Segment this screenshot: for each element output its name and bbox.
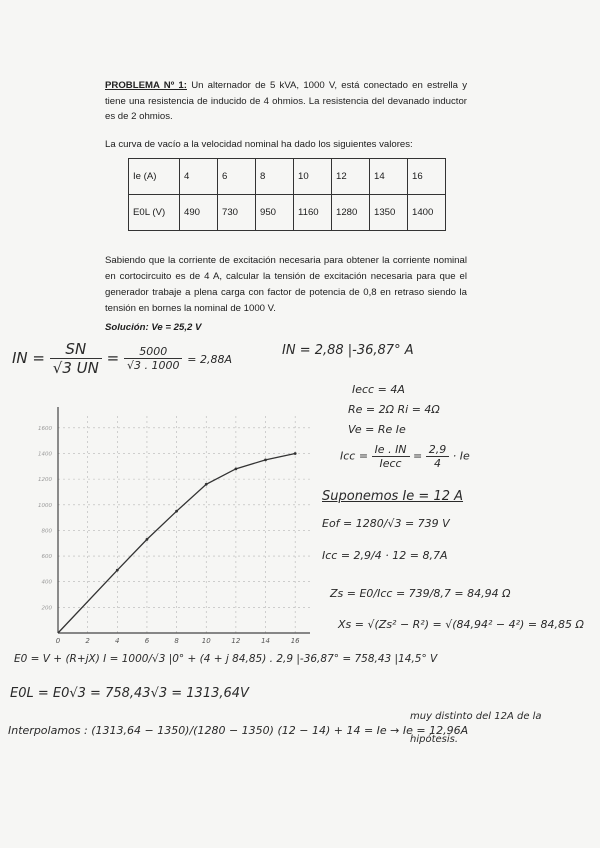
data-point — [264, 458, 267, 461]
synchronous-impedance: Zs = E0/Icc = 739/8,7 = 84,94 Ω — [330, 587, 511, 600]
icc-end: · Ie — [452, 449, 470, 463]
data-point — [146, 538, 149, 541]
phase-emf-equation: E0 = V + (R+jX) I = 1000/√3 |0° + (4 + j 84,85) . 2,9 |-36,87° = 758,43 |14,5° V — [14, 653, 438, 665]
interpolation: Interpolamos : (1313,64 − 1350)/(1280 − 1350) (12 − 14) + 14 = Ie → Ie = 12,96A — [8, 724, 469, 737]
x-tick-label: 16 — [290, 637, 300, 645]
x-tick-label: 12 — [231, 637, 241, 645]
y-tick-label: 600 — [41, 554, 52, 561]
x-tick-label: 6 — [144, 637, 150, 645]
e0f-value: Eof = 1280/√3 = 739 V — [322, 517, 450, 530]
numerator: 5000 — [124, 345, 183, 359]
table-cell: 10 — [294, 159, 332, 195]
x-tick-label: 0 — [55, 637, 61, 645]
y-tick-label: 1000 — [38, 502, 52, 509]
table-cell: 950 — [256, 195, 294, 231]
data-point — [294, 452, 297, 455]
values-table — [128, 158, 446, 231]
table-cell: 1350 — [370, 195, 408, 231]
nominal-current-formula — [12, 340, 232, 377]
line-emf-equation: E0L = E0√3 = 758,43√3 = 1313,64V — [10, 686, 249, 701]
note-line-2: hipótesis. — [410, 734, 459, 745]
equals-sign: = — [106, 349, 120, 367]
table-cell: 16 — [408, 159, 446, 195]
table-cell: 12 — [332, 159, 370, 195]
assumption: Suponemos Ie = 12 A — [322, 489, 464, 504]
no-load-curve-chart — [20, 405, 320, 645]
table-cell: Ie (A) — [129, 159, 180, 195]
table-row — [129, 159, 446, 195]
in-result: = 2,88A — [187, 353, 232, 366]
icc-value: Icc = 2,9/4 · 12 = 8,7A — [322, 549, 448, 562]
solution-line: Solución: Ve = 25,2 V — [105, 322, 202, 333]
nominal-current-phasor: IN = 2,88 |-36,87° A — [282, 343, 414, 358]
short-circuit-current-formula — [340, 443, 470, 470]
table-cell: 1160 — [294, 195, 332, 231]
problem-title: PROBLEMA Nº 1: — [105, 80, 187, 91]
y-tick-label: 800 — [41, 528, 52, 535]
note-line-1: muy distinto del 12A de la — [410, 711, 542, 722]
denominator: √3 . 1000 — [126, 359, 180, 372]
chart-grid — [58, 415, 310, 633]
table-cell: 1400 — [408, 195, 446, 231]
chart-axes — [58, 407, 310, 633]
icc-lhs: Icc = — [340, 449, 369, 463]
problem-intro: Un alternador de 5 kVA, 1000 V, está conectado en estrella y tiene una resistencia de inducido de 4 ohmios. La resistencia del devanado inductor es de 2 ohmios. — [105, 80, 467, 122]
y-tick-label: 200 — [41, 605, 52, 612]
data-point — [116, 569, 119, 572]
table-cell: 1280 — [332, 195, 370, 231]
x-tick-label: 2 — [85, 637, 90, 645]
in-lhs: IN = — [12, 349, 45, 367]
table-cell: E0L (V) — [129, 195, 180, 231]
fraction — [426, 443, 450, 470]
data-point — [175, 510, 178, 513]
table-cell: 490 — [180, 195, 218, 231]
y-tick-label: 1600 — [38, 425, 52, 432]
y-tick-label: 400 — [41, 579, 52, 586]
x-tick-label: 8 — [174, 637, 179, 645]
problem-question: Sabiendo que la corriente de excitación necesaria para obtener la corriente nominal en cortocircuito es de 4 A, calcular la tensión de excitación necesaria para que el generador trabaje a plena carga con factor de potencia de 0,8 en retraso siendo la tensión en bornes la nominal de 1000 V. — [105, 255, 467, 314]
numerator: SN — [50, 340, 102, 359]
excitation-voltage-formula: Ve = Re Ie — [348, 423, 406, 436]
table-cell: 4 — [180, 159, 218, 195]
resistances: Re = 2Ω Ri = 4Ω — [348, 403, 440, 416]
fraction — [372, 443, 410, 470]
table-cell: 730 — [218, 195, 256, 231]
fraction — [124, 345, 183, 372]
equals-sign: = — [413, 449, 423, 463]
denominator: √3 UN — [52, 359, 99, 377]
fraction — [50, 340, 102, 377]
data-point — [205, 483, 208, 486]
table-row — [129, 195, 446, 231]
y-tick-label: 1400 — [38, 451, 52, 458]
synchronous-reactance: Xs = √(Zs² − R²) = √(84,94² − 4²) = 84,85 Ω — [338, 618, 584, 631]
iecc-value: Iecc = 4A — [352, 383, 405, 396]
curve-intro: La curva de vacío a la velocidad nominal ha dado los siguientes valores: — [105, 139, 413, 150]
x-tick-label: 10 — [201, 637, 211, 645]
denominator: 4 — [434, 457, 442, 470]
x-tick-label: 14 — [261, 637, 270, 645]
data-point — [234, 467, 237, 470]
table-cell: 6 — [218, 159, 256, 195]
denominator: Iecc — [379, 457, 402, 470]
y-tick-label: 1200 — [38, 477, 52, 484]
problem-statement — [105, 78, 467, 125]
numerator: Ie . IN — [372, 443, 410, 457]
table-cell: 8 — [256, 159, 294, 195]
numerator: 2,9 — [426, 443, 450, 457]
table-cell: 14 — [370, 159, 408, 195]
x-tick-label: 4 — [115, 637, 120, 645]
